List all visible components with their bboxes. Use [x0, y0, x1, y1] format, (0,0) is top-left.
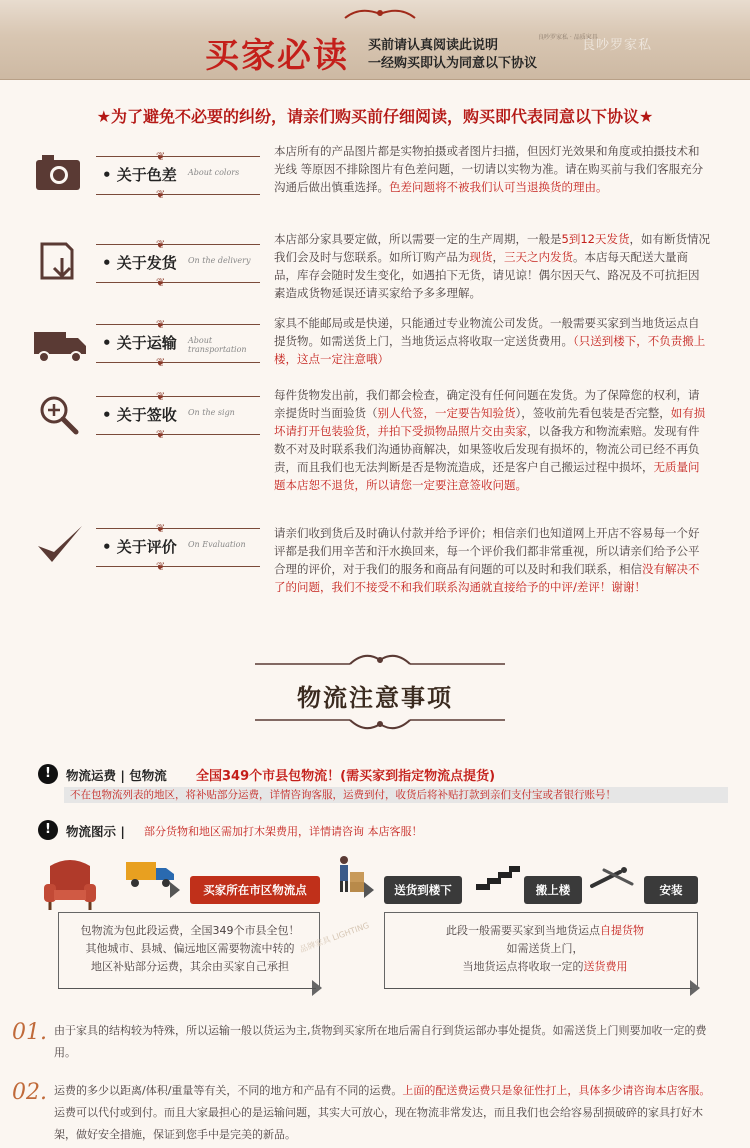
flow-step-downstairs: 送货到楼下	[384, 876, 462, 904]
flow-step-carry-up: 搬上楼	[524, 876, 582, 904]
ornament-icon	[255, 712, 505, 734]
logistics-diagram-bar	[38, 818, 728, 844]
section-sign	[0, 384, 750, 514]
section-delivery	[0, 230, 750, 310]
section-subtitle: About colors	[188, 168, 240, 177]
section-text: 请亲们收到货后及时确认付款并给予评价；相信亲们也知道网上开店不容易每一个好评都是我们用辛苦和汗水换回来，每一个评价我们都非常重视，所以请亲们给予公平合理的评价，对于我们的服务和商品有问题的可以及时和我们联系，相信没有解决不了的问题，我们不接受不和我们联系沟通就直接给予的中评/差评！谢谢！	[274, 526, 700, 594]
section-subtitle: About transportation	[188, 336, 247, 354]
logistics-fee-bar	[38, 762, 728, 788]
delivery-download-icon	[32, 238, 88, 284]
note-text: 运费的多少以距离/体积/重量等有关，不同的地方和产品有不同的运费。上面的配送费运费只是象征性打上，具体多少请咨询本店客服。运费可以代付或到付。而且大家最担心的是运输问题，其实大可放心，现在物流非常发达，而且我们也会给容易刮损破碎的家具打好木架，做好安全措施，保证到您手中是完美的新品。	[54, 1084, 711, 1141]
flow-note-right: 此段一般需要买家到当地货运点自提货物 如需送货上门， 当地货运点将收取一定的送货费用	[446, 924, 644, 973]
section-title: • 关于发货	[102, 254, 177, 272]
section-title: • 关于运输	[102, 334, 177, 352]
bottom-note-1	[0, 1020, 750, 1064]
section-title: • 关于色差	[102, 166, 177, 184]
section-text: 本店所有的产品图片都是实物拍摄或者图片扫描，但因灯光效果和角度或拍摄技术和光线 等原因不排除图片有色差问题，一切请以实物为准。请在购买前与我们客服充分沟通后做出慎重选择。色差问题将不被我们认可当退换货的理由。	[274, 144, 704, 194]
logistics-flow	[0, 848, 750, 998]
shop-name: 良吵罗家私	[582, 38, 653, 53]
section-colors	[0, 140, 750, 220]
magnifier-icon	[32, 392, 88, 438]
banner-tiny-text: 良吵罗家私 · 品质家具	[538, 34, 598, 41]
flow-step-pickup-point: 买家所在市区物流点	[190, 876, 320, 904]
sofa-icon	[40, 858, 100, 914]
ornament-icon	[340, 4, 420, 24]
section-evaluation	[0, 522, 750, 622]
section-label: ❦ ❦ • 关于签收 On the sign	[96, 390, 264, 442]
truck-icon	[126, 858, 176, 888]
bar-key: 物流运费 | 包物流	[66, 768, 167, 783]
camera-icon	[32, 150, 88, 196]
header-banner	[0, 0, 750, 80]
note-text: 由于家具的结构较为特殊，所以运输一般以货运为主,货物到买家所在地后需自行到货运部办事处提货。如需送货上门则要加收一定的费用。	[54, 1024, 707, 1059]
flow-note-left: 包物流为包此段运费，全国349个市县全包！ 其他城市、县城、偏远地区需要物流中转的 地区补贴部分运费，其余由买家自己承担	[80, 924, 300, 973]
section-title: • 关于签收	[102, 406, 177, 424]
section-label: ❦ ❦ • 关于评价 On Evaluation	[96, 522, 264, 574]
delivery-worker-icon	[334, 854, 368, 894]
section-label: ❦ ❦ • 关于运输 About transportation	[96, 318, 264, 370]
truck-icon	[32, 320, 88, 366]
tools-icon	[590, 866, 636, 890]
section-subtitle: On the delivery	[188, 256, 251, 265]
bar-value: 部分货物和地区需加打木架费用，详情请咨询 本店客服！	[144, 825, 423, 838]
section-transport	[0, 314, 750, 374]
section-text: 每件货物发出前，我们都会检查，确定没有任何问题在发货。为了保障您的权利，请亲提货时当面验货（别人代签，一定要告知验货），签收前先看包装是否完整，如有损坏请打开包装验货，并拍下受损物品照片交由卖家，以备我方和物流索赔。发现有件数不对及时联系我们沟通协商解决，如果签收后发现有损坏的，物流公司已经不再负责，而且我们也无法判断是否是物流造成，还是客户自己搬运过程中损坏，无质量问题本店恕不退货，所以请您一定要注意签收问题。	[274, 388, 706, 492]
bar-value: 全国349个市县包物流！(需买家到指定物流点提货)	[196, 769, 496, 784]
bottom-note-2	[0, 1080, 750, 1146]
watermark-text: 品牌家具 LIGHTING	[298, 920, 371, 955]
banner-subtitle-2: 一经购买即认为同意以下协议	[368, 56, 538, 71]
stairs-icon	[476, 866, 520, 890]
bracket-base-right	[384, 988, 692, 989]
section-text: 本店部分家具要定做，所以需要一定的生产周期，一般是5到12天发货，如有断货情况我们会及时与您联系。如所订购产品为现货，三天之内发货。本店每天配送大量商品，库存会随时发生变化，如遇拍下无货，请见谅！偶尔因天气、路况及不可抗拒因素造成货物延误还请买家给予多多理解。	[274, 232, 710, 300]
section-label: ❦ ❦ • 关于发货 On the delivery	[96, 238, 264, 290]
bar-key: 物流图示 |	[66, 824, 125, 839]
section-title: • 关于评价	[102, 538, 177, 556]
ornament-icon	[255, 650, 505, 672]
note-number: 01.	[12, 1020, 47, 1045]
page-title: 买家必读	[205, 36, 349, 76]
section-text: 家具不能邮局或是快递，只能通过专业物流公司发货。一般需要买家到当地货运点自提货物。如需送货上门，当地货运点将收取一定送货费用。（只送到楼下，不负责搬上楼，这点一定注意哦）	[274, 316, 706, 366]
logistics-heading-block	[0, 648, 750, 738]
section-label: ❦ ❦ • 关于色差 About colors	[96, 150, 264, 202]
section-subtitle: On Evaluation	[188, 540, 246, 549]
logistics-fee-strip: 不在包物流列表的地区，将补贴部分运费，详情咨询客服，运费到付，收货后将补贴打款到亲们支付宝或者银行账号！	[64, 787, 728, 803]
bracket-base-left	[58, 988, 316, 989]
flow-arrow-icon	[170, 882, 180, 898]
logistics-heading: 物流注意事项	[297, 684, 453, 712]
note-number: 02.	[12, 1080, 47, 1105]
flow-arrow-icon	[364, 882, 374, 898]
alert-icon: !	[38, 820, 58, 840]
section-subtitle: On the sign	[188, 408, 235, 417]
banner-subtitle-1: 买前请认真阅读此说明	[368, 38, 499, 53]
alert-icon: !	[38, 764, 58, 784]
notice-line: ★为了避免不必要的纠纷，请亲们购买前仔细阅读，购买即代表同意以下协议★	[96, 107, 654, 126]
flow-step-install: 安装	[644, 876, 698, 904]
checkmark-icon	[32, 522, 88, 568]
